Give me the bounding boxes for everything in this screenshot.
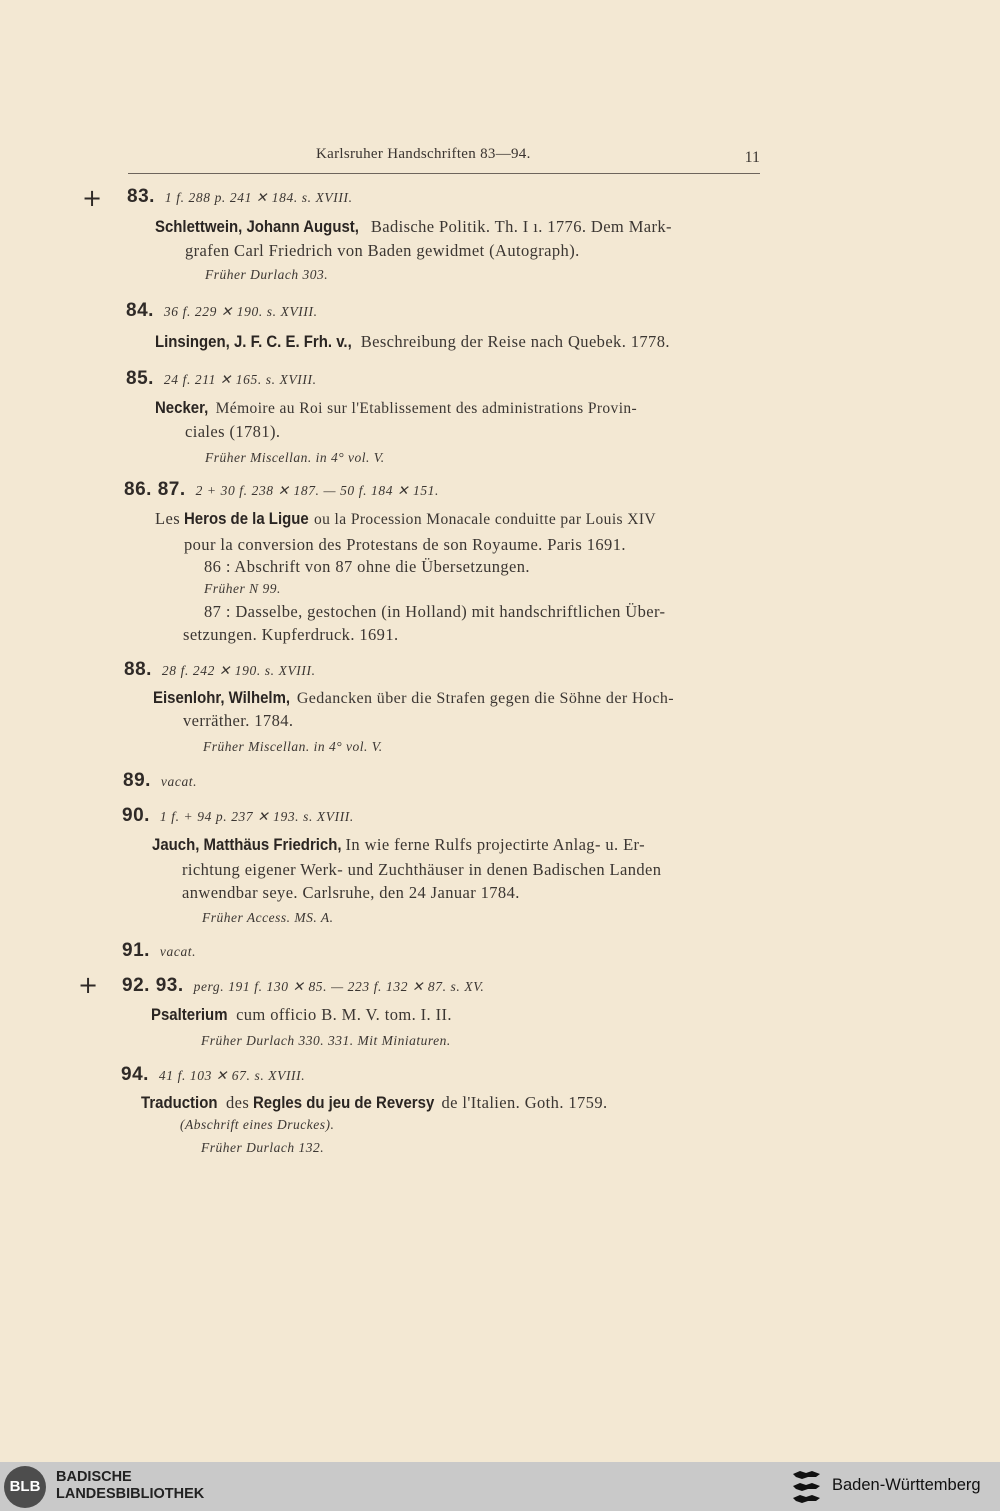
entry-meta: perg. 191 f. 130 ✕ 85. — 223 f. 132 ✕ 87. s. XV. <box>193 979 485 994</box>
entry-prefix: Les <box>155 509 181 528</box>
entry-number: 85. <box>126 368 154 389</box>
entry-meta: 2 + 30 f. 238 ✕ 187. — 50 f. 184 ✕ 151. <box>195 483 439 498</box>
entry-text: Badische Politik. Th. I ı. 1776. Dem Mark- <box>370 217 672 236</box>
provenance-note: Früher N 99. <box>204 581 281 596</box>
entry-text: des <box>226 1093 250 1112</box>
entry-meta: 24 f. 211 ✕ 165. s. XVIII. <box>163 372 317 387</box>
entry-text: anwendbar seye. Carlsruhe, den 24 Januar 1784. <box>182 883 520 902</box>
provenance-note: Früher Miscellan. in 4° vol. V. <box>205 450 385 465</box>
provenance-note: Früher Durlach 330. 331. Mit Miniaturen. <box>201 1033 451 1048</box>
provenance-note: Früher Durlach 303. <box>205 267 329 282</box>
header-title: Karlsruher Handschriften 83—94. <box>316 146 531 162</box>
entry-number: 86. 87. <box>124 479 186 500</box>
entry-meta: vacat. <box>160 774 198 789</box>
entry-number: 92. 93. <box>122 975 184 996</box>
entry-number: 88. <box>124 659 152 680</box>
library-name-line1: BADISCHE <box>56 1469 132 1485</box>
running-header <box>128 143 760 174</box>
margin-plus-mark: + <box>78 971 99 999</box>
author-name: Schlettwein, Johann August, <box>155 217 359 236</box>
entry-meta: vacat. <box>159 944 197 959</box>
entry-text: Beschreibung der Reise nach Quebek. 1778. <box>360 332 670 351</box>
entry-text: de l'Italien. Goth. 1759. <box>441 1093 608 1112</box>
sub-entry-86: 86 : Abschrift von 87 ohne die Übersetzungen. <box>204 557 530 576</box>
entry-text: verräther. 1784. <box>183 711 294 730</box>
library-name[interactable] <box>56 1469 204 1503</box>
entry-text: richtung eigener Werk- und Zuchthäuser in denen Badischen Landen <box>182 860 662 879</box>
title-name: Psalterium <box>151 1005 228 1024</box>
page-number: 11 <box>744 149 760 166</box>
entry-meta: 1 f. + 94 p. 237 ✕ 193. s. XVIII. <box>159 809 354 824</box>
entry-meta: 1 f. 288 p. 241 ✕ 184. s. XVIII. <box>164 190 353 205</box>
entry-text: In wie ferne Rulfs projectirte Anlag- u. Er- <box>345 835 646 854</box>
title-name: Traduction <box>141 1093 218 1112</box>
blb-logo-icon[interactable]: BLB <box>4 1466 46 1508</box>
state-label[interactable]: Baden-Württemberg <box>832 1476 981 1494</box>
entry-number: 94. <box>121 1064 149 1085</box>
entry-number: 84. <box>126 300 154 321</box>
entry-text: ou la Procession Monacale conduitte par Louis XIV <box>313 511 656 528</box>
author-name: Eisenlohr, Wilhelm, <box>153 688 291 707</box>
library-name-line2: LANDESBIBLIOTHEK <box>56 1486 205 1502</box>
author-name: Necker, <box>155 398 209 417</box>
entry-text: cum officio B. M. V. tom. I. II. <box>236 1005 452 1024</box>
entry-text: Gedancken über die Strafen gegen die Söhne der Hoch- <box>296 690 674 707</box>
entry-number: 83. <box>127 186 155 207</box>
author-name: Linsingen, J. F. C. E. Frh. v., <box>155 332 352 351</box>
title-name: Heros de la Ligue <box>184 509 309 528</box>
title-name: Regles du jeu de Reversy <box>253 1093 435 1112</box>
footer-bar <box>0 1462 1000 1511</box>
provenance-note: Früher Access. MS. A. <box>202 910 334 925</box>
baden-wuerttemberg-lions-icon <box>790 1468 824 1506</box>
entry-text: ciales (1781). <box>185 422 281 441</box>
margin-plus-mark: + <box>82 184 103 212</box>
entry-text: Mémoire au Roi sur l'Etablissement des administrations Provin- <box>215 400 638 417</box>
entry-number: 90. <box>122 805 150 826</box>
entry-note: (Abschrift eines Druckes). <box>180 1117 335 1132</box>
entry-meta: 28 f. 242 ✕ 190. s. XVIII. <box>161 663 316 678</box>
entry-text: setzungen. Kupferdruck. 1691. <box>183 625 399 644</box>
entry-meta: 36 f. 229 ✕ 190. s. XVIII. <box>163 304 318 319</box>
entry-text: grafen Carl Friedrich von Baden gewidmet (Autograph). <box>185 241 580 260</box>
provenance-note: Früher Durlach 132. <box>201 1140 325 1155</box>
entry-text: pour la conversion des Protestans de son Royaume. Paris 1691. <box>184 535 626 554</box>
entry-number: 91. <box>122 940 150 961</box>
entry-number: 89. <box>123 770 151 791</box>
author-name: Jauch, Matthäus Friedrich, <box>152 835 342 854</box>
provenance-note: Früher Miscellan. in 4° vol. V. <box>203 739 383 754</box>
sub-entry-87: 87 : Dasselbe, gestochen (in Holland) mit handschriftlichen Über- <box>204 602 666 621</box>
entry-meta: 41 f. 103 ✕ 67. s. XVIII. <box>158 1068 306 1083</box>
